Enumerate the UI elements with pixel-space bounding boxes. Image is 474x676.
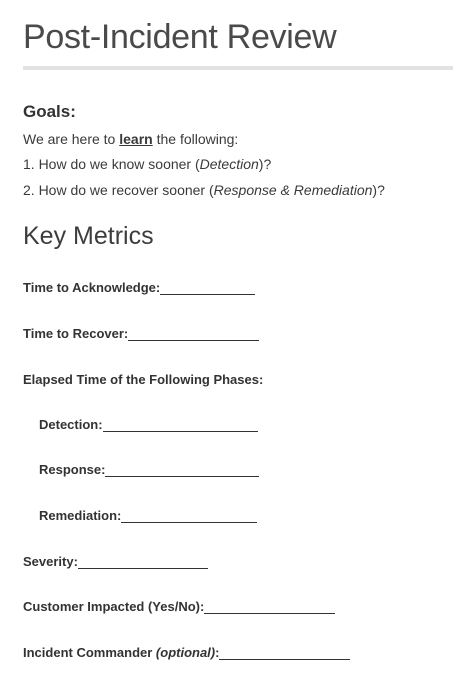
time-to-recover-field: [23, 324, 259, 341]
response-label: Response:: [39, 462, 106, 477]
customer-impacted-field: [23, 597, 335, 614]
detection-field: [39, 415, 258, 432]
severity-label: Severity:: [23, 554, 78, 569]
response-blank[interactable]: [105, 463, 259, 477]
goals-intro: [23, 131, 238, 147]
incident-commander-colon: :: [215, 645, 220, 660]
goal-item: [23, 156, 271, 172]
goals-intro-suffix: the following:: [152, 131, 239, 147]
goal-item-emphasis: Response & Remediation: [213, 182, 373, 198]
remediation-label: Remediation:: [39, 508, 122, 523]
goals-intro-prefix: We are here to: [23, 131, 120, 147]
key-metrics-heading: Key Metrics: [23, 222, 154, 250]
incident-commander-optional-note: (optional): [155, 645, 216, 660]
incident-commander-field: [23, 643, 350, 660]
time-to-recover-label: Time to Recover:: [23, 326, 129, 341]
title-divider: [23, 66, 453, 70]
goal-item: [23, 182, 385, 198]
incident-commander-label: Incident Commander: [23, 645, 153, 660]
incident-commander-blank[interactable]: [219, 646, 350, 660]
goal-item-emphasis: Detection: [199, 156, 259, 172]
time-to-recover-blank[interactable]: [128, 327, 259, 341]
time-to-acknowledge-field: [23, 278, 255, 295]
severity-blank[interactable]: [78, 555, 208, 569]
goal-item-prefix: 2. How do we recover sooner (: [23, 182, 214, 198]
remediation-blank[interactable]: [121, 509, 257, 523]
remediation-field: [39, 506, 257, 523]
goal-item-prefix: 1. How do we know sooner (: [23, 156, 200, 172]
goals-heading: Goals:: [23, 102, 76, 121]
customer-impacted-blank[interactable]: [204, 600, 335, 614]
severity-field: [23, 552, 208, 569]
detection-label: Detection:: [39, 417, 103, 432]
response-field: [39, 460, 259, 477]
elapsed-phases-heading: [23, 370, 263, 387]
goal-item-suffix: )?: [258, 156, 272, 172]
goal-item-suffix: )?: [372, 182, 385, 198]
customer-impacted-label: Customer Impacted (Yes/No):: [23, 599, 205, 614]
detection-blank[interactable]: [103, 418, 258, 432]
document-title: Post-Incident Review: [23, 18, 337, 56]
elapsed-phases-label: Elapsed Time of the Following Phases:: [23, 372, 264, 387]
time-to-acknowledge-blank[interactable]: [160, 281, 255, 295]
goals-intro-emphasis: learn: [119, 131, 153, 147]
time-to-acknowledge-label: Time to Acknowledge:: [23, 280, 161, 295]
